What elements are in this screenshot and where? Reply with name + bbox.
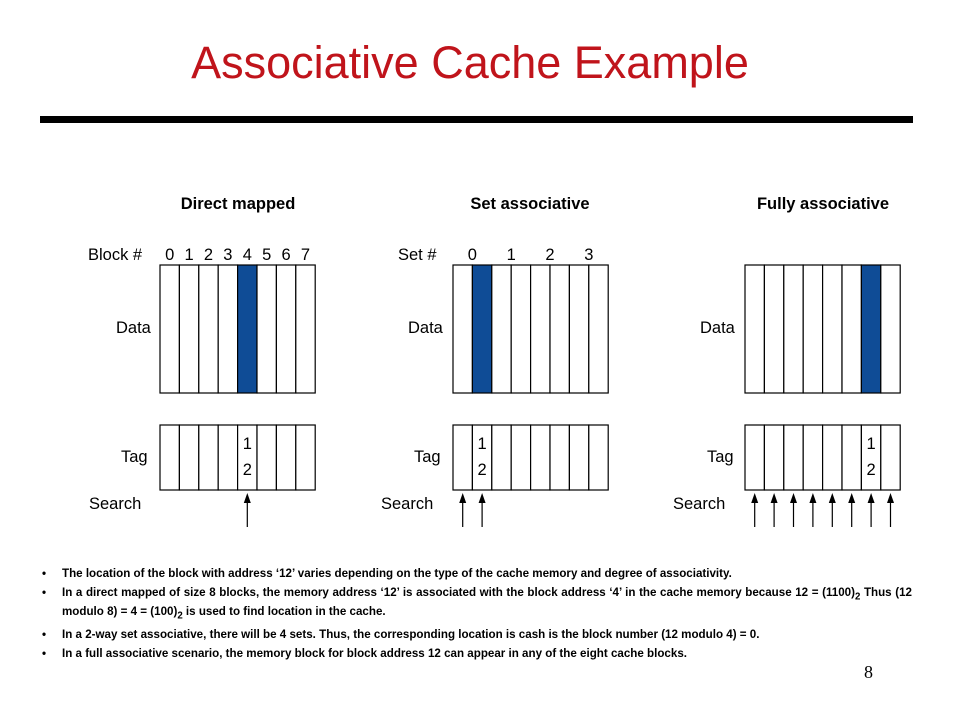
page-number: 8 <box>864 662 873 682</box>
tag-cell <box>823 425 842 490</box>
direct-search-label: Search <box>89 495 142 513</box>
tag-cell <box>179 425 198 490</box>
fully-data-label: Data <box>700 319 735 337</box>
data-block <box>803 265 822 393</box>
index-label: 2 <box>545 246 555 264</box>
set-associative-heading: Set associative <box>470 195 590 213</box>
tag-cell <box>453 425 472 490</box>
tag-cell <box>492 425 511 490</box>
index-label: 3 <box>584 246 594 264</box>
arrow-head <box>790 493 797 503</box>
bullet-text-end: is used to find location in the cache. <box>182 605 386 619</box>
tag-value: 2 <box>242 461 252 479</box>
tag-cell <box>550 425 569 490</box>
bullet-text: In a 2-way set associative, there will be 4 sets. Thus, the corresponding location is cash is the block number (12 modulo 4) = 0. <box>62 628 760 642</box>
arrow-head <box>459 493 466 503</box>
index-label: 1 <box>506 246 516 264</box>
set-search-label: Search <box>381 495 434 513</box>
bullet-item <box>42 627 912 643</box>
data-block <box>296 265 315 393</box>
direct-data-label: Data <box>116 319 151 337</box>
bullet-item <box>42 646 912 662</box>
subscript: 2 <box>854 590 861 602</box>
fully-associative-heading: Fully associative <box>756 195 890 213</box>
bullet-item <box>42 585 912 625</box>
index-label: 0 <box>165 246 175 264</box>
bullet-text: The location of the block with address ‘12’ varies depending on the type of the cache memory and degree of associativity. <box>62 567 732 580</box>
tag-cell <box>531 425 550 490</box>
data-block <box>861 265 880 393</box>
tag-cell <box>160 425 179 490</box>
arrow-head <box>868 493 875 503</box>
index-label: 1 <box>184 246 194 264</box>
index-label: 0 <box>467 246 477 264</box>
arrow-head <box>244 493 251 503</box>
tag-cell <box>589 425 608 490</box>
tag-cell <box>569 425 588 490</box>
data-block <box>238 265 257 393</box>
set-number-label: Set # <box>398 246 437 264</box>
tag-cell <box>199 425 218 490</box>
block-number-label: Block # <box>88 246 143 264</box>
data-block <box>589 265 608 393</box>
arrow-head <box>809 493 816 503</box>
data-block <box>472 265 491 393</box>
arrow-head <box>751 493 758 503</box>
set-associative-panel <box>381 195 608 527</box>
arrow-head <box>829 493 836 503</box>
set-data-label: Data <box>408 319 443 337</box>
tag-value: 2 <box>477 461 487 479</box>
data-block <box>276 265 295 393</box>
data-block <box>823 265 842 393</box>
tag-value: 1 <box>477 435 487 453</box>
data-block <box>550 265 569 393</box>
tag-cell <box>296 425 315 490</box>
index-label: 5 <box>262 246 272 264</box>
arrow-head <box>479 493 486 503</box>
data-block <box>511 265 530 393</box>
data-block <box>218 265 237 393</box>
tag-cell <box>257 425 276 490</box>
explanation-list <box>42 566 912 664</box>
tag-cell <box>842 425 861 490</box>
fully-tag-label: Tag <box>707 448 734 466</box>
data-block <box>199 265 218 393</box>
index-label: 4 <box>242 246 252 264</box>
tag-cell <box>803 425 822 490</box>
tag-cell <box>218 425 237 490</box>
tag-value: 2 <box>866 461 876 479</box>
data-block <box>160 265 179 393</box>
tag-cell <box>764 425 783 490</box>
subscript: 2 <box>177 610 183 622</box>
arrow-head <box>771 493 778 503</box>
set-tag-label: Tag <box>414 448 441 466</box>
bullet-text: In a full associative scenario, the memory block for block address 12 can appear in any of the eight cache blocks. <box>62 646 687 660</box>
tag-cell <box>511 425 530 490</box>
data-block <box>531 265 550 393</box>
index-label: 2 <box>203 246 214 264</box>
data-block <box>745 265 764 393</box>
fully-associative-panel <box>673 195 900 527</box>
tag-value: 1 <box>866 435 876 453</box>
data-block <box>453 265 472 393</box>
data-block <box>492 265 511 393</box>
arrow-head <box>848 493 855 503</box>
arrow-head <box>887 493 894 503</box>
data-block <box>881 265 900 393</box>
index-label: 3 <box>223 246 233 264</box>
tag-cell <box>881 425 900 490</box>
tag-cell <box>745 425 764 490</box>
data-block <box>842 265 861 393</box>
bullet-text: In a direct mapped of size 8 blocks, the memory address ‘12’ is associated with the block address ‘4’ in the cache memory because 12 = (1100) <box>62 585 855 599</box>
data-block <box>179 265 198 393</box>
bullet-text-continued: Thus (12 modulo 8) = 4 = (100) <box>62 585 912 619</box>
direct-mapped-heading: Direct mapped <box>180 195 296 213</box>
direct-mapped-panel <box>88 195 315 527</box>
bullet-item <box>42 566 912 582</box>
tag-value: 1 <box>242 435 252 453</box>
data-block <box>764 265 783 393</box>
data-block <box>569 265 588 393</box>
direct-tag-label: Tag <box>121 448 148 466</box>
data-block <box>784 265 803 393</box>
tag-cell <box>784 425 803 490</box>
tag-cell <box>276 425 295 490</box>
index-label: 7 <box>300 246 311 264</box>
data-block <box>257 265 276 393</box>
index-label: 6 <box>281 246 291 264</box>
slide-title: Associative Cache Example <box>191 37 749 88</box>
fully-search-label: Search <box>673 495 726 513</box>
